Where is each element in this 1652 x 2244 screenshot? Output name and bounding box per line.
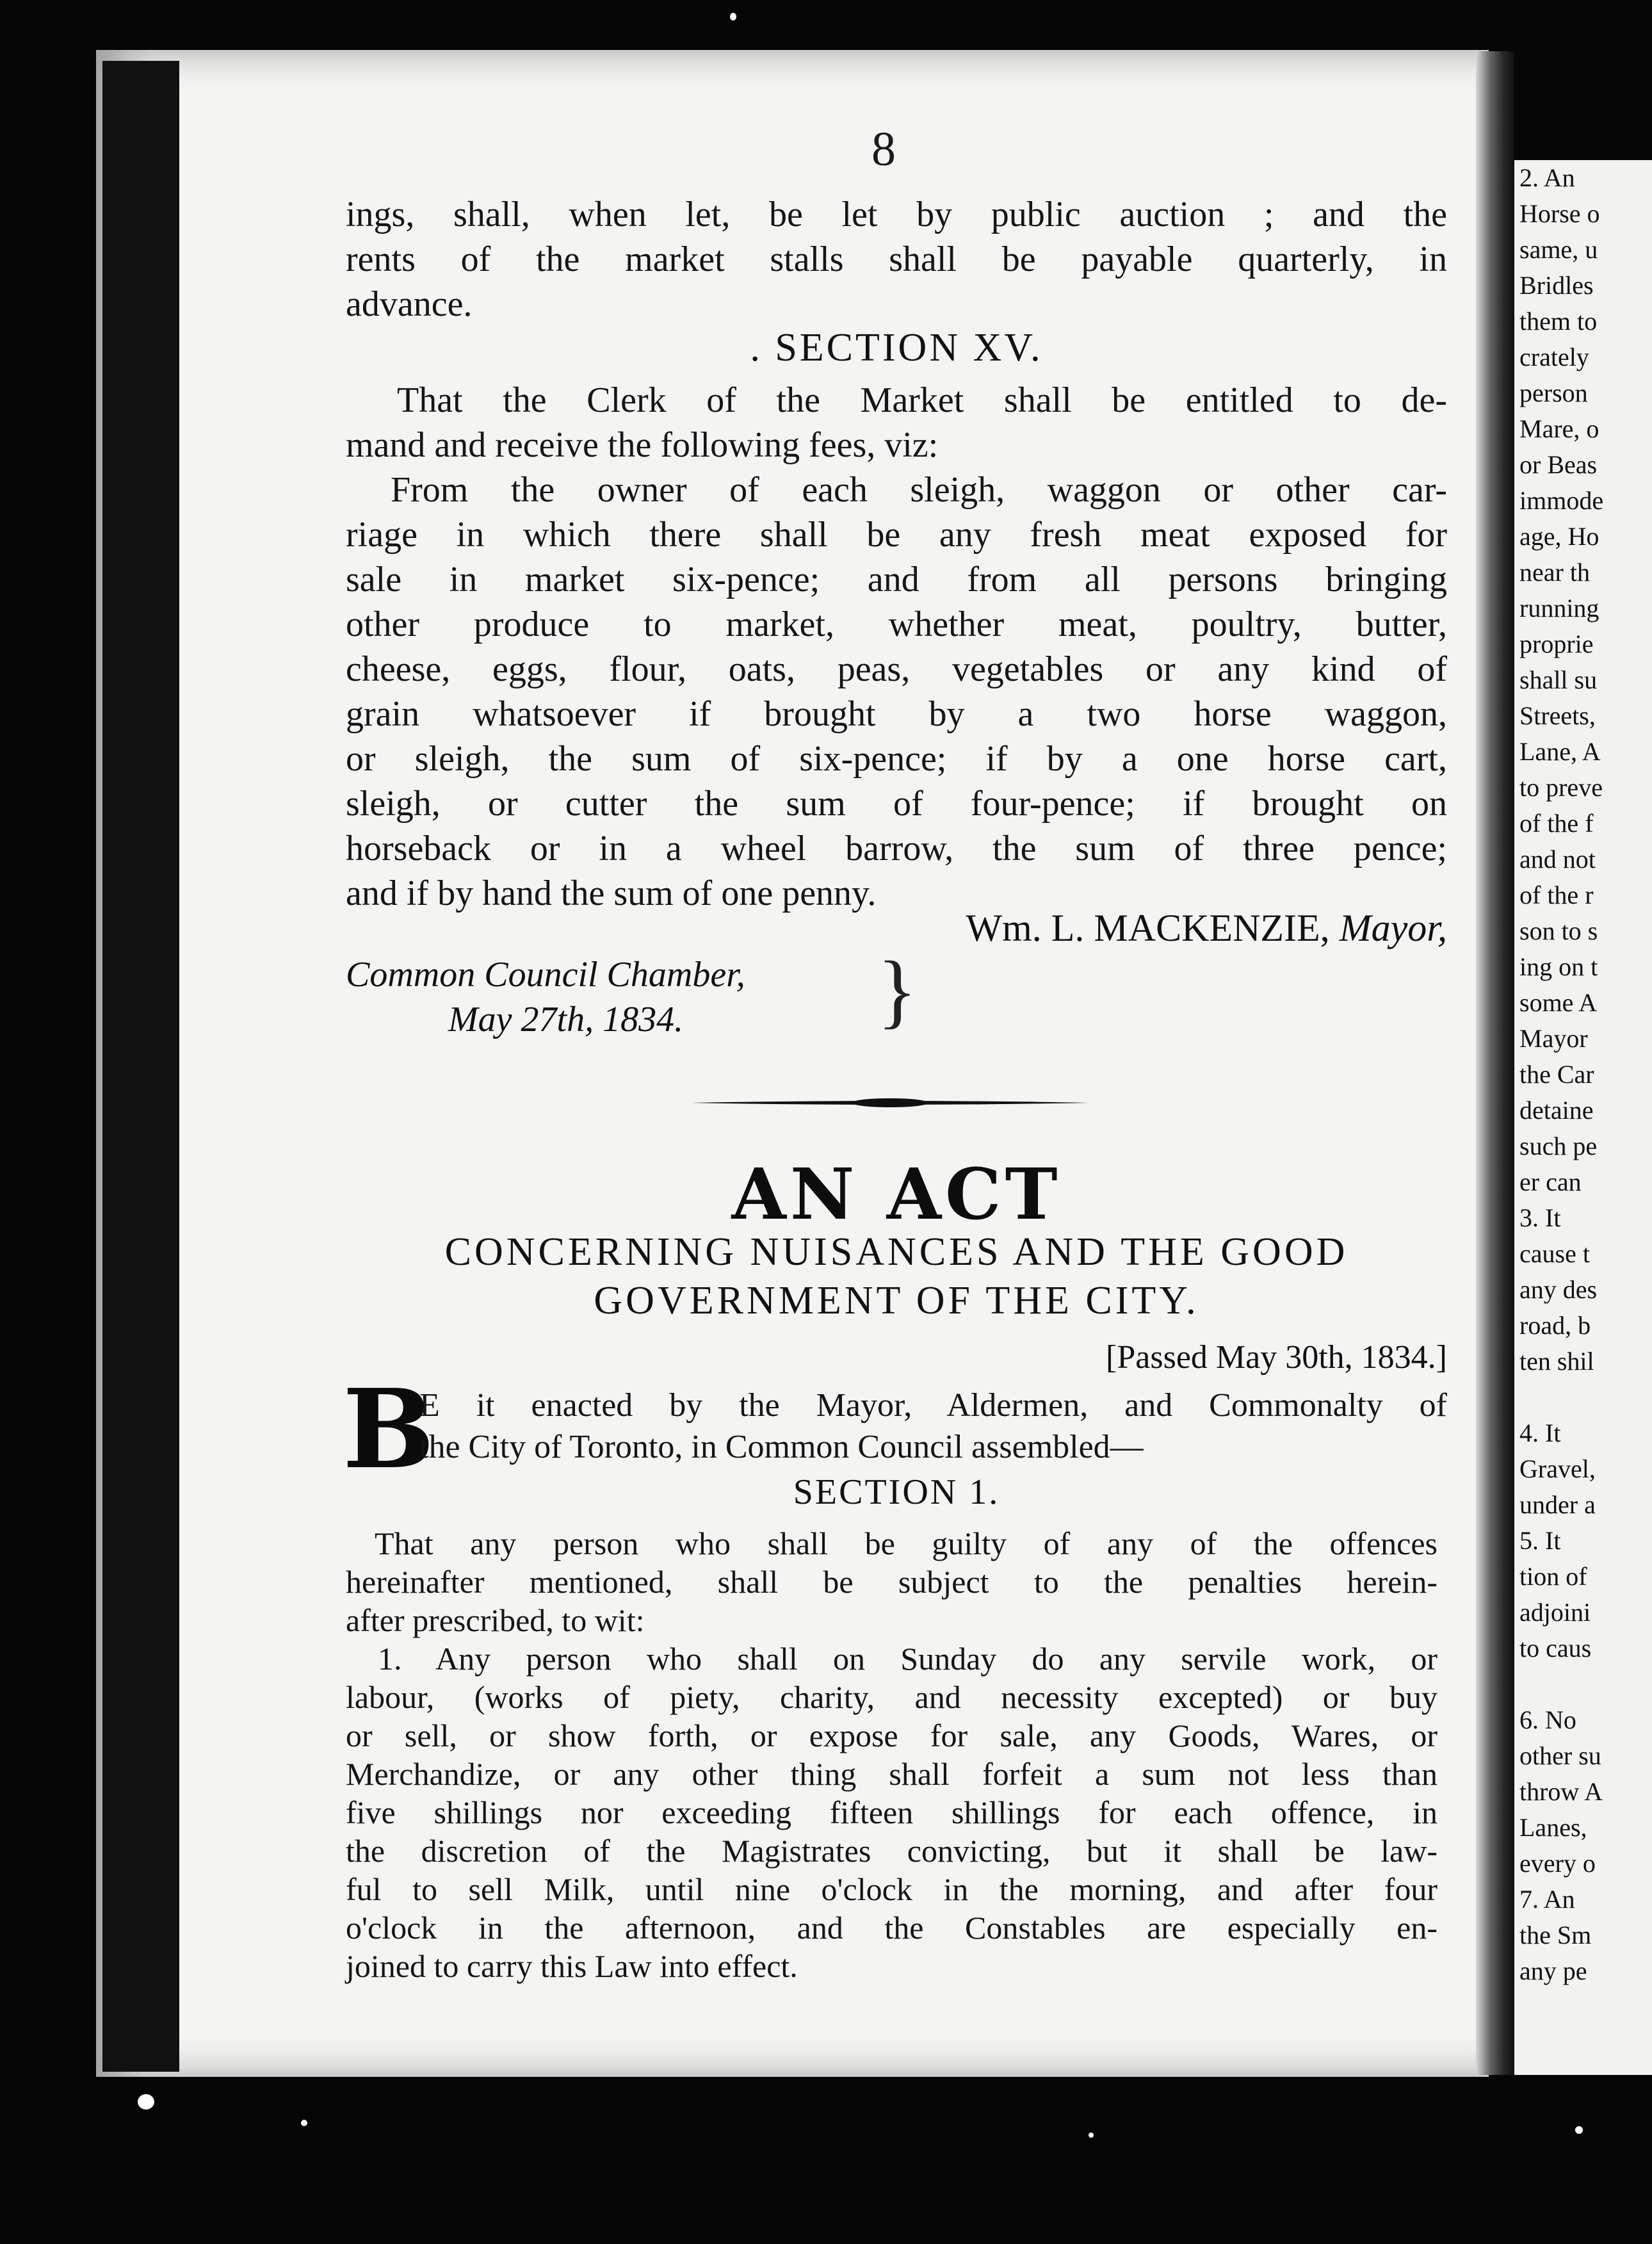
text-line: o'clock in the afternoon, and the Constables are especially en- [346,1910,1437,1946]
signature-date: May 27th, 1834. [448,1000,684,1039]
facing-page-line: the Sm [1519,1921,1592,1949]
facing-page-line: Streets, [1519,701,1596,730]
facing-page-line: 4. It [1519,1419,1561,1447]
facing-page-line: other su [1519,1741,1601,1770]
facing-page-line: son to s [1519,916,1598,945]
text-line: advance. [346,284,473,324]
act-subtitle: CONCERNING NUISANCES AND THE GOOD [444,1230,1348,1274]
text-line: ings, shall, when let, be let by public auction ; and the [346,195,1447,234]
text-line: riage in which there shall be any fresh meat exposed for [346,515,1447,555]
facing-page-line: Gravel, [1519,1454,1596,1483]
text-line: 1. Any person who shall on Sunday do any servile work, or [378,1641,1437,1677]
text-line: or sleigh, the sum of six-pence; if by a one horse cart, [346,739,1447,779]
facing-page-line: er can [1519,1167,1582,1196]
facing-page-line: to caus [1519,1634,1592,1663]
section-heading: SECTION 1. [793,1472,1000,1512]
passed-date: [Passed May 30th, 1834.] [1106,1339,1447,1376]
facing-page-line: running [1519,594,1599,622]
facing-page-line: proprie [1519,630,1594,658]
facing-page-line: near th [1519,558,1590,587]
text-line: the discretion of the Magistrates convicting, but it shall be law- [346,1833,1437,1869]
facing-page-line: the Car [1519,1060,1594,1089]
facing-page-line: detaine [1519,1096,1594,1125]
text-line: That the Clerk of the Market shall be entitled to de- [397,380,1447,420]
text-line: horseback or in a wheel barrow, the sum of three pence; [346,829,1447,868]
act-title: AN ACT [731,1153,1062,1235]
scan-speck [138,2094,154,2110]
text-line: rents of the market stalls shall be payable quarterly, in [346,240,1447,279]
facing-page-line: 6. No [1519,1705,1576,1734]
facing-page-line: immode [1519,486,1604,515]
facing-page-line: Lane, A [1519,737,1601,766]
text-line: grain whatsoever if brought by a two horse waggon, [346,694,1447,734]
text-line: sale in market six-pence; and from all persons bringing [346,560,1447,599]
text-line: the City of Toronto, in Common Council assembled— [419,1429,1144,1465]
facing-page-line: tion of [1519,1562,1587,1591]
facing-page-line: cause t [1519,1239,1590,1268]
mayor-title: Mayor, [1339,907,1447,949]
section-heading: . SECTION XV. [750,326,1043,370]
facing-page-line: 2. An [1519,163,1575,192]
act-subtitle: GOVERNMENT OF THE CITY. [594,1279,1199,1322]
facing-page-line: ing on t [1519,952,1598,981]
facing-page-line: such pe [1519,1132,1598,1160]
text-line: and if by hand the sum of one penny. [346,874,877,913]
signature-name [736,906,1447,950]
brace-ornament: } [877,945,918,1037]
facing-page-line: adjoini [1519,1598,1591,1627]
facing-page-line: same, u [1519,235,1598,264]
mayor-name: Wm. L. MACKENZIE, [966,907,1330,949]
text-line: Merchandize, or any other thing shall forfeit a sum not less than [346,1756,1437,1792]
text-line: after prescribed, to wit: [346,1602,645,1638]
facing-page-line: them to [1519,307,1598,336]
divider-rule [692,1096,1089,1109]
text-line: sleigh, or cutter the sum of four-pence; if brought on [346,784,1447,824]
text-line: From the owner of each sleigh, waggon or other car- [391,470,1447,510]
scan-speck [1575,2126,1583,2134]
text-line: mand and receive the following fees, viz: [346,425,939,465]
text-line: E it enacted by the Mayor, Aldermen, and Commonalty of [419,1387,1447,1424]
facing-page-line: road, b [1519,1311,1591,1340]
facing-page-line: 5. It [1519,1526,1561,1555]
scan-speck [1089,2133,1094,2138]
facing-page-line: to preve [1519,773,1603,802]
text-line: or sell, or show forth, or expose for sale, any Goods, Wares, or [346,1718,1437,1753]
facing-page-line: every o [1519,1849,1596,1878]
text-line: hereinafter mentioned, shall be subject to the penalties herein- [346,1564,1437,1600]
facing-page-line: age, Ho [1519,522,1599,551]
facing-page-line: 7. An [1519,1885,1575,1914]
facing-page-line: shall su [1519,665,1598,694]
signature-place: Common Council Chamber, [346,955,745,995]
facing-page-line: Bridles [1519,271,1594,300]
facing-page-line: Mare, o [1519,414,1599,443]
scan-speck [730,13,736,20]
facing-page-line: of the r [1519,881,1594,909]
page-number: 8 [871,122,896,176]
facing-page-line: or Beas [1519,450,1598,479]
facing-page-line: and not [1519,845,1596,874]
scan-speck [301,2120,307,2126]
text-line: other produce to market, whether meat, poultry, butter, [346,605,1447,644]
text-line: five shillings nor exceeding fifteen shillings for each offence, in [346,1794,1437,1830]
text-line: ful to sell Milk, until nine o'clock in the morning, and after four [346,1871,1437,1907]
facing-page-line: any pe [1519,1956,1587,1985]
facing-page-line: throw A [1519,1777,1603,1806]
facing-page-line: person [1519,378,1588,407]
facing-page-line: crately [1519,343,1589,371]
text-line: cheese, eggs, flour, oats, peas, vegetables or any kind of [346,649,1447,689]
facing-page-line: any des [1519,1275,1598,1304]
text-line: That any person who shall be guilty of any of the offences [375,1525,1437,1561]
text-line: joined to carry this Law into effect. [346,1948,798,1984]
facing-page-line: Mayor [1519,1024,1588,1053]
text-line: labour, (works of piety, charity, and necessity excepted) or buy [346,1679,1437,1715]
drop-cap: B [343,1365,435,1493]
facing-page-line: ten shil [1519,1347,1594,1376]
facing-page-line: 3. It [1519,1203,1561,1232]
facing-page-line: of the f [1519,809,1594,838]
facing-page-line: Lanes, [1519,1813,1587,1842]
facing-page-line: Horse o [1519,199,1600,228]
facing-page-line: some A [1519,988,1598,1017]
facing-page-line: under a [1519,1490,1596,1519]
